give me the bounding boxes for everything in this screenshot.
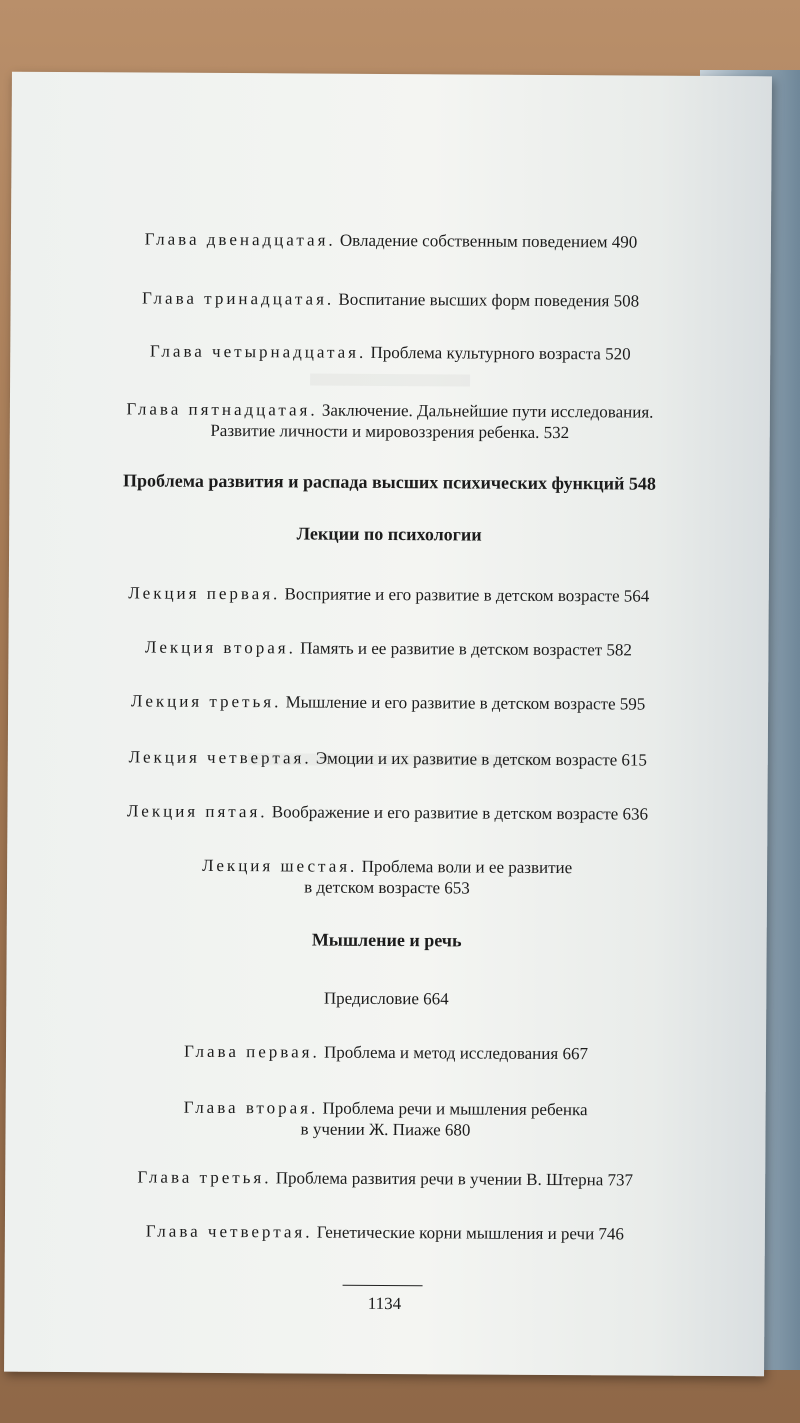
- section-heading: Проблема развития и распада высших психических функций 548: [123, 470, 656, 494]
- book-page: [4, 72, 772, 1377]
- toc-entry: Лекция пятая. Воображение и его развитие в детском возрасте 636: [126, 801, 649, 824]
- toc-entry: Глава четвертая. Генетические корни мышления и речи 746: [145, 1221, 625, 1244]
- toc-entry: Лекция четвертая. Эмоции и их развитие в детском возрасте 615: [128, 747, 648, 770]
- toc-entry: Предисловие 664: [323, 988, 449, 1009]
- toc-entry: Лекция вторая. Память и ее развитие в детском возрастет 582: [144, 637, 633, 660]
- toc-entry: Лекция первая. Восприятие и его развитие в детском возрасте 564: [128, 583, 650, 606]
- toc-entry: Глава первая. Проблема и метод исследования 667: [183, 1041, 589, 1064]
- toc-entry: Глава тринадцатая. Воспитание высших форм поведения 508: [141, 288, 640, 311]
- section-heading: Лекции по психологии: [296, 523, 482, 545]
- toc-entry: Лекция шестая. Проблема воли и ее развитие в детском возрасте 653: [201, 855, 573, 898]
- folio-rule: [343, 1285, 423, 1286]
- section-heading: Мышление и речь: [311, 929, 462, 951]
- toc-entry: Глава третья. Проблема развития речи в учении В. Штерна 737: [137, 1167, 634, 1190]
- toc-entry: Глава двенадцатая. Овладение собственным поведением 490: [144, 229, 638, 252]
- toc-entry: Лекция третья. Мышление и его развитие в детском возрасте 595: [130, 691, 646, 714]
- toc-entry: Глава пятнадцатая. Заключение. Дальнейшие пути исследования. Развитие личности и мировоззрения ребенка. 532: [126, 399, 654, 443]
- toc-entry: Глава вторая. Проблема речи и мышления ребенка в учении Ж. Пиаже 680: [183, 1097, 588, 1140]
- show-through: [310, 374, 470, 387]
- toc-entry: Глава четырнадцатая. Проблема культурного возраста 520: [149, 341, 631, 364]
- page-number: 1134: [367, 1293, 402, 1314]
